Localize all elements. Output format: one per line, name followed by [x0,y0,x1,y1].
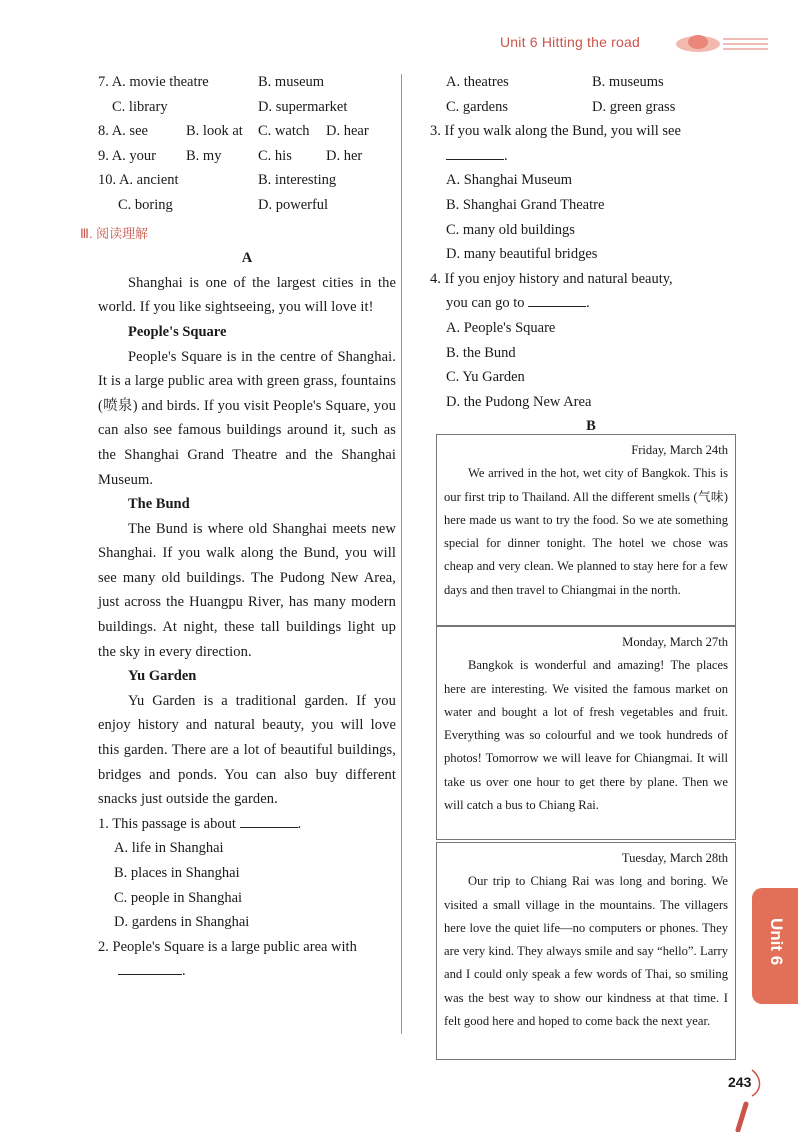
question-4: 4. If you enjoy history and natural beauty, [430,270,673,287]
answer-option: A. Shanghai Museum [446,172,573,189]
section-title: Ⅲ. 阅读理解 [80,225,149,241]
option-row: A. theatres B. museums [446,74,664,90]
left-column: 7. A. movie theatre B. museum C. library D. supermarket 8. A. see B. look at C. watch D. hear 9. A. your B. my C. his D. her 10. A. ancient B. interesting C. boring D. powerful Ⅲ. 阅读理解 A Shanghai is one of the largest cities in the world. If you like sightseeing, you will love it! People's Square People's Square is in the centre of Shanghai. It is a large public area with green grass, fountains (喷泉) and birds. If you visit People's Square, you can also see famous buildings around it, such as the Shanghai Grand Theatre and the Shanghai Museum. The Bund The Bund is where old Shanghai meets new Shanghai. If you walk along the Bund, you will see many old buildings. The Pudong New Area, just across the Huangpu River, has many modern buildings. At night, these tall buildings light up the sky in every direction. Yu Garden Yu Garden is a traditional garden. If you enjoy history and natural beauty, you will love this garden. There are a lot of beautiful buildings, bridges and ponds. You can also buy different snacks just outside the garden. 1. This passage is about . A. life in Shanghai B. places in Shanghai C. people in Shanghai D. gardens in Shanghai 2. People's Square is a large public area with . [98,70,396,984]
passage-letter: A [241,250,253,267]
option-row: C. library D. supermarket [112,98,348,115]
answer-option: C. many old buildings [446,221,575,238]
passage-paragraph: People's Square is in the centre of Shanghai. It is a large public area with green grass, fountains (喷泉) and birds. If you visit People's Square, you can also see famous buildings around it, such as the Shanghai Grand Theatre and the Shanghai Museum. [98,348,396,488]
passage-paragraph: The Bund is where old Shanghai meets new Shanghai. If you walk along the Bund, you will see many old buildings. The Pudong New Area, just across the Huangpu River, has many modern buildings. At night, these tall buildings light up the sky in every direction. [98,520,396,660]
answer-blank[interactable] [446,145,504,160]
diary-text: Bangkok is wonderful and amazing! The places here are interesting. We visited the famous market on water and bought a lot of fresh vegetables and fruit. Everything was so colourful and we took hundreds of photos! Tomorrow we will leave for Chiangmai. It will take us over one hour to get there by plane. Then we will catch a bus to Chiang Rai. [444,658,728,813]
diary-entry [436,434,736,626]
diary-date: Monday, March 27th [622,635,728,649]
answer-option: D. the Pudong New Area [446,393,592,410]
answer-option: B. places in Shanghai [114,865,240,881]
answer-blank[interactable] [118,960,182,975]
unit-side-tab: Unit 6 [752,888,798,1004]
answer-option: B. Shanghai Grand Theatre [446,196,605,213]
question-2: 2. People's Square is a large public area with [98,938,357,955]
unit-header: Unit 6 Hitting the road [500,34,641,50]
option-row: C. boring D. powerful [118,196,329,213]
diary-text: Our trip to Chiang Rai was long and boring. We visited a small village in the mountains. The villagers here love the quiet life—no computers or phones. They are very kind. They always smile and say “hello”. Larry and I could only speak a few words of Thai, so smiling was the best way to show our kindness at that time. I felt good here and hoped to come back the next year. [444,874,728,1029]
answer-option: A. People's Square [446,319,556,336]
passage-heading: People's Square [128,323,227,340]
option-row: 10. A. ancient B. interesting [98,172,337,189]
answer-blank[interactable] [528,292,586,307]
diary-entry [436,842,736,1060]
passage-paragraph: Yu Garden is a traditional garden. If you enjoy history and natural beauty, you will love this garden. There are a lot of beautiful buildings, bridges and ponds. You can also buy different snacks just outside the garden. [98,692,396,808]
column-divider [401,74,402,1034]
passage-heading: Yu Garden [128,668,197,685]
passage-intro: Shanghai is one of the largest cities in the world. If you like sightseeing, you will love it! [98,274,396,316]
question-3: 3. If you walk along the Bund, you will see [430,123,681,140]
diary-text: We arrived in the hot, wet city of Bangkok. This is our first trip to Thailand. All the different smells (气味) here made us want to try the food. So we ate something special for dinner tonight. The hotel we chose was cheap and very clean. We planned to stay here for a few days and then travel to Chiangmai in the north. [444,466,728,597]
option-row: 7. A. movie theatre B. museum [98,74,325,90]
passage-heading: The Bund [128,496,190,513]
option-row: C. gardens D. green grass [446,98,676,115]
header-decoration-icon [668,30,768,54]
diary-date: Friday, March 24th [631,443,728,457]
answer-option: A. life in Shanghai [114,840,224,857]
answer-option: D. many beautiful bridges [446,246,598,263]
option-row: 8. A. see B. look at C. watch D. hear [98,123,369,140]
diary-entry [436,626,736,840]
page-number: 243 [728,1074,752,1090]
answer-option: B. the Bund [446,344,516,361]
answer-option: D. gardens in Shanghai [114,914,250,931]
diary-date: Tuesday, March 28th [621,851,728,865]
answer-option: C. Yu Garden [446,369,525,386]
passage-letter: B [586,418,596,435]
right-column: A. theatres B. museums C. gardens D. green grass 3. If you walk along the Bund, you will see . A. Shanghai Museum B. Shanghai Grand Theatre C. many old buildings D. many beautiful bridges 4. If you enjoy history and natural beauty, you can go to . A. People's Square B. the Bund C. Yu Garden D. the Pudong New Area B [446,70,746,439]
answer-option: C. people in Shanghai [114,889,243,906]
answer-blank[interactable] [240,813,298,828]
option-row: 9. A. your B. my C. his D. her [98,147,363,164]
question-1: 1. This passage is about . [98,812,396,837]
